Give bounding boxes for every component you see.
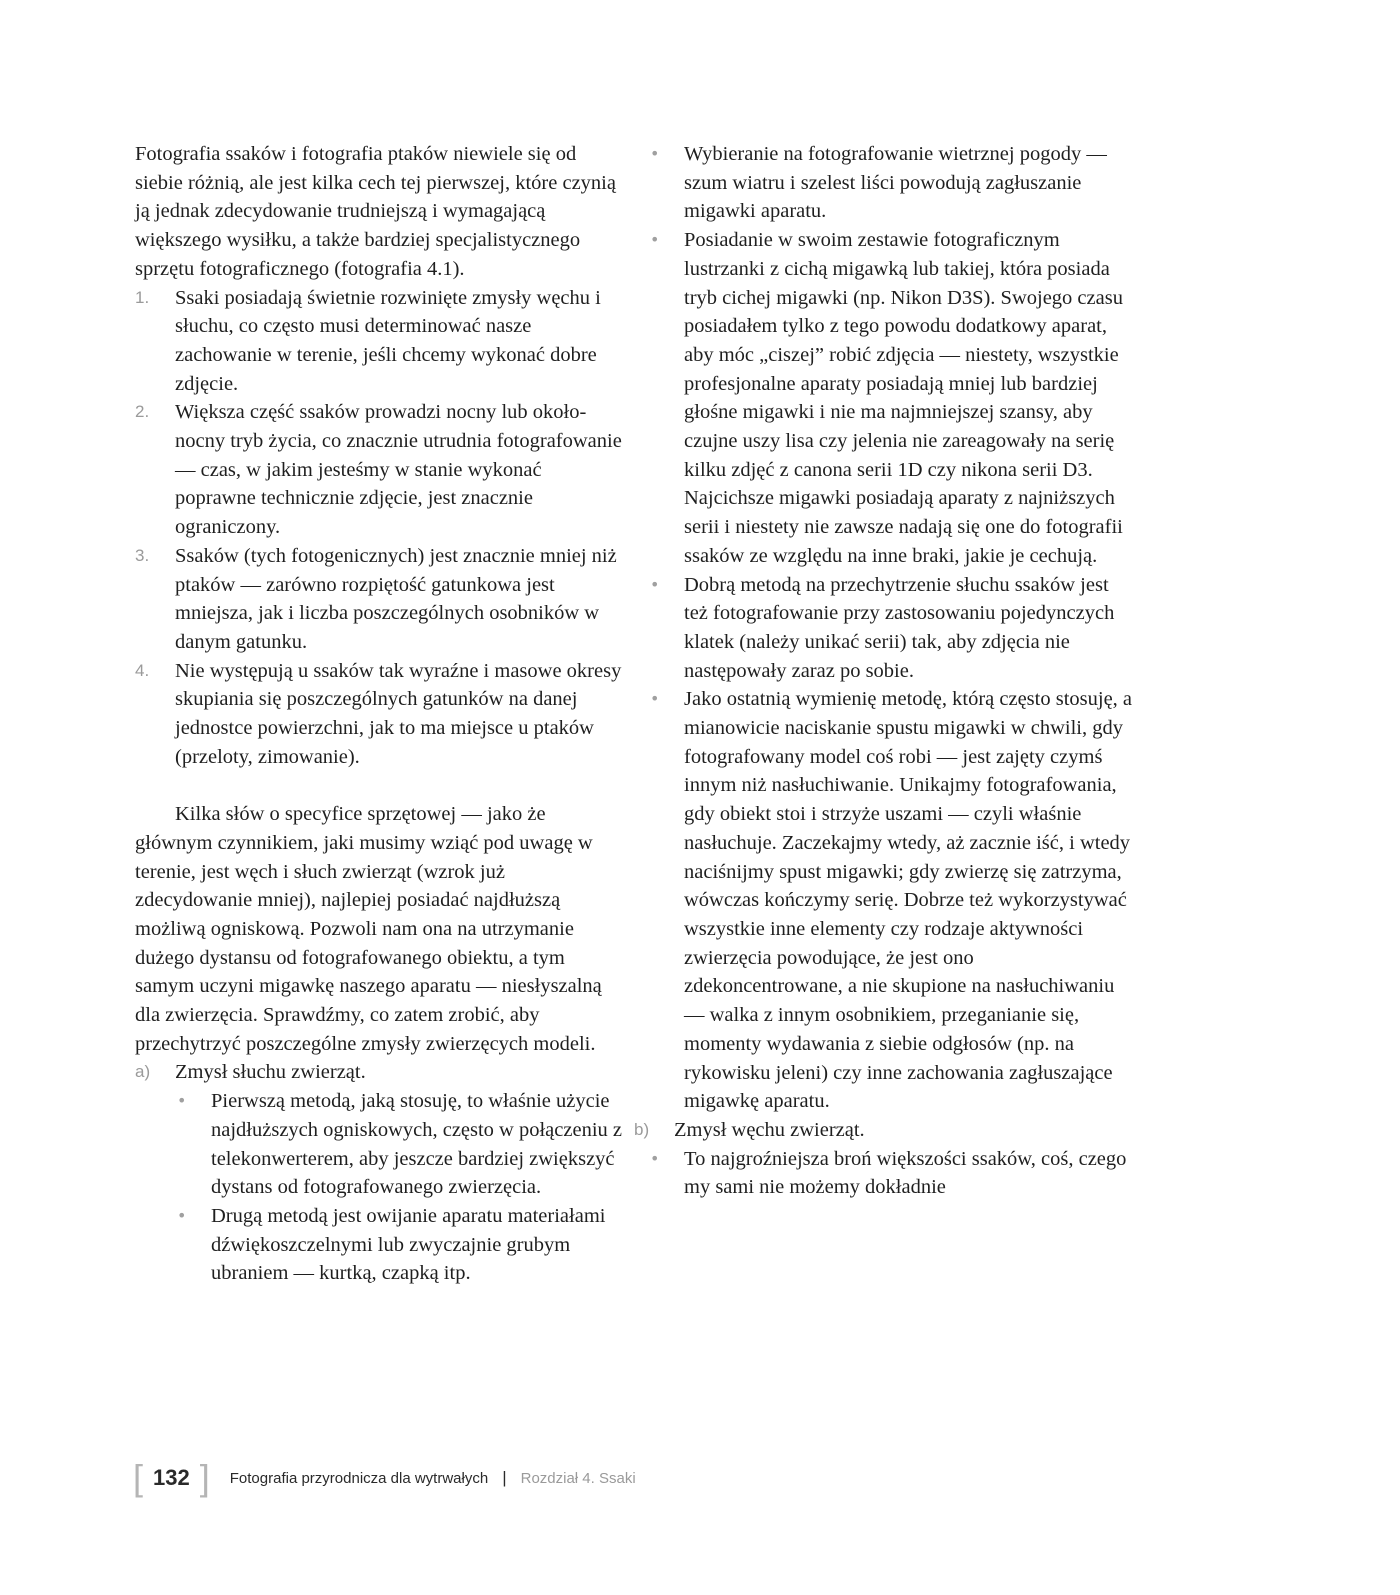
right-column: [634, 140, 1134, 1202]
lettered-list: [634, 1116, 1134, 1145]
bullet-icon: •: [650, 230, 660, 250]
lettered-list: [135, 1058, 627, 1087]
section-letter: b): [634, 1119, 650, 1139]
left-column: [135, 140, 627, 1288]
intro-paragraph: Fotografia ssaków i fotografia ptaków niewiele się od siebie różnią, ale jest kilka cech tej pierwszej, które czynią ją jednak zdecydowanie trudniejszą i wymagającą większego wysiłku, a także bardziej specjalistycznego sprzętu fotograficznego (fotografia 4.1).: [135, 143, 616, 280]
bullet-item: [648, 685, 1134, 1116]
bullet-text: Jako ostatnią wymienię metodę, którą często stosuję, a mianowicie naciskanie spustu migawki w chwili, gdy fotografowany model coś robi — jest zajęty czymś innym niż nasłuchiwanie. Unikajmy fotografowania, gdy obiekt stoi i strzyże uszami — czyli właśnie nasłuchuje. Zaczekajmy wtedy, aż zacznie iść, i wtedy naciśnijmy spust migawki; gdy zwierzę się zatrzyma, wówczas kończymy serię. Dobrze też wykorzystywać wszystkie inne elementy czy rodzaje aktywności zwierzęcia powodujące, że jest ono zdekoncentrowane, a nie skupione na nasłuchiwaniu — walka z innym osobnikiem, przeganianie się, momenty wydawania z siebie odgłosów (np. na rykowisku jeleni) czy inne zachowania zagłuszające migawkę aparatu.: [684, 688, 1133, 1113]
section-title: Zmysł węchu zwierząt.: [674, 1118, 865, 1141]
bullet-item: [175, 1087, 627, 1202]
section-title: Zmysł słuchu zwierząt.: [175, 1061, 366, 1084]
bullet-item: [175, 1202, 627, 1288]
bracket-open: [: [133, 1457, 144, 1498]
list-number: 1.: [135, 287, 150, 307]
list-item: [135, 284, 627, 399]
bullet-icon: •: [650, 144, 660, 163]
bullet-text: Pierwszą metodą, jaką stosuję, to właśnie użycie najdłuższych ogniskowych, często w połączeniu z telekonwerterem, aby jeszcze bardziej zwiększyć dystans od fotografowanego zwierzęcia.: [211, 1090, 623, 1199]
bullet-item: [648, 140, 1134, 226]
section-a: [135, 1058, 627, 1087]
bullet-item: [648, 226, 1134, 570]
bullet-icon: •: [650, 689, 660, 709]
page-footer: [133, 1458, 636, 1498]
equipment-paragraph: Kilka słów o specyfice sprzętowej — jako że głównym czynnikiem, jaki musimy wziąć pod uwagę w terenie, jest węch i słuch zwierząt (wzrok już zdecydowanie mniej), najlepiej posiadać najdłuższą możliwą ogniskową. Pozwoli nam ona na utrzymanie dużego dystansu od fotografowanego obiektu, a tym samym uczyni migawkę naszego aparatu — niesłyszalną dla zwierzęcia. Sprawdźmy, co zatem zrobić, aby przechytrzyć poszczególne zmysły zwierzęcych modeli.: [135, 803, 602, 1055]
section-letter: a): [135, 1062, 151, 1082]
bullet-icon: •: [177, 1206, 187, 1225]
list-item-text: Większa część ssaków prowadzi nocny lub około-nocny tryb życia, co znacznie utrudnia fotografowanie — czas, w jakim jesteśmy w stanie wykonać poprawne technicznie zdjęcie, jest znacznie ograniczony.: [175, 401, 622, 539]
list-number: 2.: [135, 402, 150, 422]
list-item-text: Ssaków (tych fotogenicznych) jest znacznie mniej niż ptaków — zarówno rozpiętość gatunkowa jest mniejsza, jak i liczba poszczególnych osobników w danym gatunku.: [175, 544, 617, 653]
bullet-text: Wybieranie na fotografowanie wietrznej pogody — szum wiatru i szelest liści powodują zagłuszanie migawki aparatu.: [684, 143, 1107, 223]
section-b: [634, 1116, 1134, 1145]
book-title: Fotografia przyrodnicza dla wytrwałych: [229, 1469, 489, 1487]
bullet-item: [648, 571, 1134, 686]
bullet-text: Posiadanie w swoim zestawie fotograficznym lustrzanki z cichą migawką lub takiej, która posiada tryb cichej migawki (np. Nikon D3S). Swojego czasu posiadałem tylko z tego powodu dodatkowy aparat, aby móc „ciszej” robić zdjęcia — niestety, wszystkie profesjonalne aparaty posiadają mniej lub bardziej głośne migawki i nie ma najmniejszej szansy, aby czujne uszy lisa czy jelenia nie zareagowały na serię kilku zdjęć z canona serii 1D czy nikona serii D3. Najcichsze migawki posiadają aparaty z najniższych serii i niestety nie zawsze nadają się one do fotografii ssaków ze względu na inne braki, jakie je cechują.: [684, 229, 1123, 567]
bullet-icon: •: [650, 574, 660, 594]
numbered-list: [135, 284, 627, 772]
page-number: 132: [153, 1465, 190, 1490]
hearing-bullet-list: [175, 1087, 627, 1288]
list-item-text: Nie występują u ssaków tak wyraźne i masowe okresy skupiania się poszczególnych gatunków na danej jednostce powierzchni, jak to ma miejsce u ptaków (przeloty, zimowanie).: [175, 659, 622, 768]
bullet-text: Drugą metodą jest owijanie aparatu materiałami dźwiękoszczelnymi lub zwyczajnie grubym ubraniem — kurtką, czapką itp.: [211, 1205, 606, 1285]
hearing-bullet-list-continued: [648, 140, 1134, 1116]
bracket-close: ]: [199, 1457, 210, 1498]
list-item: [135, 542, 627, 657]
list-item: [135, 657, 627, 772]
bullet-text: To najgroźniejsza broń większości ssaków, coś, czego my sami nie możemy dokładnie: [684, 1147, 1127, 1199]
bullet-text: Dobrą metodą na przechytrzenie słuchu ssaków jest też fotografowanie przy zastosowaniu pojedynczych klatek (należy unikać serii) tak, aby zdjęcia nie następowały zaraz po sobie.: [684, 573, 1115, 682]
list-item-text: Ssaki posiadają świetnie rozwinięte zmysły węchu i słuchu, co często musi determinować nasze zachowanie w terenie, jeśli chcemy wykonać dobre zdjęcie.: [175, 286, 601, 395]
chapter-title: Rozdział 4. Ssaki: [520, 1469, 636, 1487]
footer-separator: |: [502, 1468, 507, 1487]
smell-bullet-list: [648, 1145, 1134, 1202]
bullet-icon: •: [177, 1091, 187, 1111]
bullet-icon: •: [650, 1148, 660, 1168]
bullet-item: [648, 1145, 1134, 1202]
list-number: 4.: [135, 660, 150, 680]
list-item: [135, 398, 627, 542]
list-number: 3.: [135, 545, 150, 565]
paragraph-gap: [135, 771, 627, 800]
